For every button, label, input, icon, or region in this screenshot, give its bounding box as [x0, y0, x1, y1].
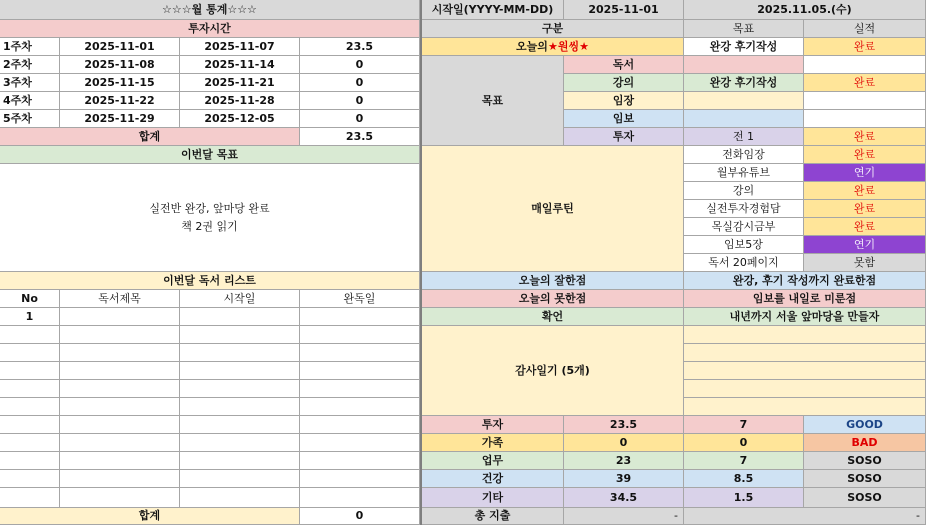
star-icon: ★	[579, 39, 589, 53]
score-grade[interactable]: SOSO	[804, 470, 926, 488]
goal-result[interactable]: 완료	[804, 128, 926, 146]
score-value-b[interactable]: 8.5	[684, 470, 804, 488]
goal-name[interactable]: 임보	[564, 110, 684, 128]
goal-value[interactable]	[684, 92, 804, 110]
total-spend-label[interactable]: 총 지출	[422, 508, 564, 525]
routine-result[interactable]: 연기	[804, 164, 926, 182]
routine-name[interactable]: 목실감시금부	[684, 218, 804, 236]
goal-name[interactable]: 강의	[564, 74, 684, 92]
routine-result[interactable]: 완료	[804, 218, 926, 236]
reading-col-finish[interactable]: 완독일	[300, 290, 420, 308]
one-thing-prefix: 오늘의	[516, 39, 548, 53]
goal-value[interactable]	[684, 110, 804, 128]
good-point-label[interactable]: 오늘의 잘한점	[422, 272, 684, 290]
reading-row-cell[interactable]	[180, 344, 300, 362]
goal-name[interactable]: 임장	[564, 92, 684, 110]
reading-row-cell[interactable]	[180, 380, 300, 398]
score-value-b[interactable]: 0	[684, 434, 804, 452]
bad-point-text[interactable]: 임보를 내일로 미룬점	[684, 290, 926, 308]
daily-routine-label[interactable]: 매일루틴	[422, 146, 684, 272]
month-goal-line: 책 2권 읽기	[181, 219, 238, 233]
gratitude-journal-label[interactable]: 감사일기 (5개)	[422, 326, 684, 416]
routine-name[interactable]: 독서 20페이지	[684, 254, 804, 272]
week-label[interactable]: 5주차	[0, 110, 60, 128]
reading-col-start[interactable]: 시작일	[180, 290, 300, 308]
reading-row-cell[interactable]	[60, 488, 180, 508]
reading-row-cell[interactable]	[180, 434, 300, 452]
reading-row-cell[interactable]	[60, 398, 180, 416]
star-icon: ★	[547, 39, 558, 53]
reading-row-cell[interactable]	[60, 380, 180, 398]
total-spend-b[interactable]: -	[684, 508, 926, 525]
routine-name[interactable]: 강의	[684, 182, 804, 200]
week-hours[interactable]: 0	[300, 92, 420, 110]
week-end[interactable]: 2025-11-21	[180, 74, 300, 92]
invest-total-label[interactable]: 합계	[0, 128, 300, 146]
reading-row-no[interactable]	[0, 452, 60, 470]
goal-name[interactable]: 투자	[564, 128, 684, 146]
reading-row-cell[interactable]	[180, 326, 300, 344]
month-stats-title[interactable]: ☆☆☆월 통계☆☆☆	[0, 0, 420, 20]
reading-row-cell[interactable]	[300, 434, 420, 452]
reading-row-no[interactable]	[0, 488, 60, 508]
reading-row-no[interactable]	[0, 362, 60, 380]
gratitude-entry[interactable]	[684, 362, 926, 380]
routine-result[interactable]: 못함	[804, 254, 926, 272]
reading-row-cell[interactable]	[300, 362, 420, 380]
reading-row-cell[interactable]	[60, 416, 180, 434]
reading-row-cell[interactable]	[300, 308, 420, 326]
one-thing-result[interactable]: 완료	[804, 38, 926, 56]
reading-row-cell[interactable]	[180, 308, 300, 326]
routine-name[interactable]: 월부유튜브	[684, 164, 804, 182]
start-date-label[interactable]: 시작일(YYYY-MM-DD)	[422, 0, 564, 20]
reading-total-value[interactable]: 0	[300, 508, 420, 525]
start-date-value[interactable]: 2025-11-01	[564, 0, 684, 20]
reading-row-cell[interactable]	[300, 452, 420, 470]
week-start[interactable]: 2025-11-15	[60, 74, 180, 92]
reading-row-no[interactable]	[0, 470, 60, 488]
goal-group-label[interactable]: 목표	[422, 56, 564, 146]
routine-name[interactable]: 임보5장	[684, 236, 804, 254]
category-header[interactable]: 구분	[422, 20, 684, 38]
goal-value[interactable]	[684, 56, 804, 74]
score-value-a[interactable]: 23.5	[564, 416, 684, 434]
reading-row-cell[interactable]	[180, 398, 300, 416]
week-end[interactable]: 2025-11-07	[180, 38, 300, 56]
good-point-text[interactable]: 완강, 후기 작성까지 완료한점	[684, 272, 926, 290]
goal-result[interactable]	[804, 92, 926, 110]
week-start[interactable]: 2025-11-08	[60, 56, 180, 74]
score-value-a[interactable]: 0	[564, 434, 684, 452]
reading-row-cell[interactable]	[60, 326, 180, 344]
reading-list-header[interactable]: 이번달 독서 리스트	[0, 272, 420, 290]
goal-result[interactable]	[804, 56, 926, 74]
goal-name[interactable]: 독서	[564, 56, 684, 74]
affirmation-label[interactable]: 확언	[422, 308, 684, 326]
goal-value[interactable]: 완강 후기작성	[684, 74, 804, 92]
goal-result[interactable]	[804, 110, 926, 128]
score-value-b[interactable]: 7	[684, 416, 804, 434]
reading-total-label[interactable]: 합계	[0, 508, 300, 525]
reading-row-no[interactable]	[0, 416, 60, 434]
routine-name[interactable]: 전화임장	[684, 146, 804, 164]
invest-time-header[interactable]: 투자시간	[0, 20, 420, 38]
week-end[interactable]: 2025-12-05	[180, 110, 300, 128]
week-label[interactable]: 2주차	[0, 56, 60, 74]
reading-row-no[interactable]	[0, 380, 60, 398]
reading-row-cell[interactable]	[60, 452, 180, 470]
month-goal-header[interactable]: 이번달 목표	[0, 146, 420, 164]
week-start[interactable]: 2025-11-22	[60, 92, 180, 110]
reading-row-no[interactable]	[0, 326, 60, 344]
reading-row-cell[interactable]	[300, 380, 420, 398]
gratitude-entry[interactable]	[684, 326, 926, 344]
goal-result[interactable]: 완료	[804, 74, 926, 92]
routine-result[interactable]: 완료	[804, 146, 926, 164]
week-label[interactable]: 3주차	[0, 74, 60, 92]
one-thing-goal[interactable]: 완강 후기작성	[684, 38, 804, 56]
week-hours[interactable]: 0	[300, 56, 420, 74]
score-value-b[interactable]: 1.5	[684, 488, 804, 508]
reading-row-cell[interactable]	[180, 416, 300, 434]
reading-row-cell[interactable]	[60, 470, 180, 488]
reading-row-cell[interactable]	[60, 308, 180, 326]
score-category[interactable]: 기타	[422, 488, 564, 508]
reading-row-cell[interactable]	[180, 488, 300, 508]
bad-point-label[interactable]: 오늘의 못한점	[422, 290, 684, 308]
score-value-a[interactable]: 23	[564, 452, 684, 470]
score-category[interactable]: 가족	[422, 434, 564, 452]
gratitude-entry[interactable]	[684, 398, 926, 416]
score-grade[interactable]: SOSO	[804, 452, 926, 470]
gratitude-entry[interactable]	[684, 380, 926, 398]
one-thing-word: 원씽	[557, 39, 580, 53]
reading-row-cell[interactable]	[300, 470, 420, 488]
week-hours[interactable]: 23.5	[300, 38, 420, 56]
result-header[interactable]: 실적	[804, 20, 926, 38]
one-thing-label[interactable]	[422, 38, 684, 56]
score-value-a[interactable]: 34.5	[564, 488, 684, 508]
score-value-a[interactable]: 39	[564, 470, 684, 488]
week-label[interactable]: 1주차	[0, 38, 60, 56]
reading-row-cell[interactable]	[60, 362, 180, 380]
month-goal-text[interactable]	[0, 164, 420, 272]
routine-result[interactable]: 완료	[804, 200, 926, 218]
week-hours[interactable]: 0	[300, 110, 420, 128]
reading-row-cell[interactable]	[60, 344, 180, 362]
reading-row-no[interactable]	[0, 398, 60, 416]
week-start[interactable]: 2025-11-01	[60, 38, 180, 56]
score-category[interactable]: 건강	[422, 470, 564, 488]
gratitude-entry[interactable]	[684, 344, 926, 362]
reading-row-cell[interactable]	[300, 326, 420, 344]
score-value-b[interactable]: 7	[684, 452, 804, 470]
current-date[interactable]: 2025.11.05.(수)	[684, 0, 926, 20]
reading-row-cell[interactable]	[180, 452, 300, 470]
goal-value[interactable]: 전 1	[684, 128, 804, 146]
routine-result[interactable]: 연기	[804, 236, 926, 254]
week-label[interactable]: 4주차	[0, 92, 60, 110]
score-grade[interactable]: BAD	[804, 434, 926, 452]
week-end[interactable]: 2025-11-28	[180, 92, 300, 110]
score-grade[interactable]: SOSO	[804, 488, 926, 508]
goal-header[interactable]: 목표	[684, 20, 804, 38]
reading-col-no[interactable]: No	[0, 290, 60, 308]
week-hours[interactable]: 0	[300, 74, 420, 92]
reading-col-title[interactable]: 독서제목	[60, 290, 180, 308]
total-spend-a[interactable]: -	[564, 508, 684, 525]
routine-name[interactable]: 실전투자경험담	[684, 200, 804, 218]
score-category[interactable]: 업무	[422, 452, 564, 470]
reading-row-cell[interactable]	[180, 362, 300, 380]
reading-row-cell[interactable]	[300, 416, 420, 434]
reading-row-cell[interactable]	[300, 488, 420, 508]
reading-row-cell[interactable]	[300, 398, 420, 416]
score-grade[interactable]: GOOD	[804, 416, 926, 434]
reading-row-no[interactable]: 1	[0, 308, 60, 326]
month-goal-line: 실전반 완강, 앞마당 완료	[149, 202, 270, 216]
reading-row-cell[interactable]	[180, 470, 300, 488]
reading-row-no[interactable]	[0, 344, 60, 362]
invest-total-value[interactable]: 23.5	[300, 128, 420, 146]
reading-row-cell[interactable]	[60, 434, 180, 452]
routine-result[interactable]: 완료	[804, 182, 926, 200]
reading-row-no[interactable]	[0, 434, 60, 452]
week-end[interactable]: 2025-11-14	[180, 56, 300, 74]
reading-row-cell[interactable]	[300, 344, 420, 362]
score-category[interactable]: 투자	[422, 416, 564, 434]
affirmation-text[interactable]: 내년까지 서울 앞마당을 만들자	[684, 308, 926, 326]
week-start[interactable]: 2025-11-29	[60, 110, 180, 128]
